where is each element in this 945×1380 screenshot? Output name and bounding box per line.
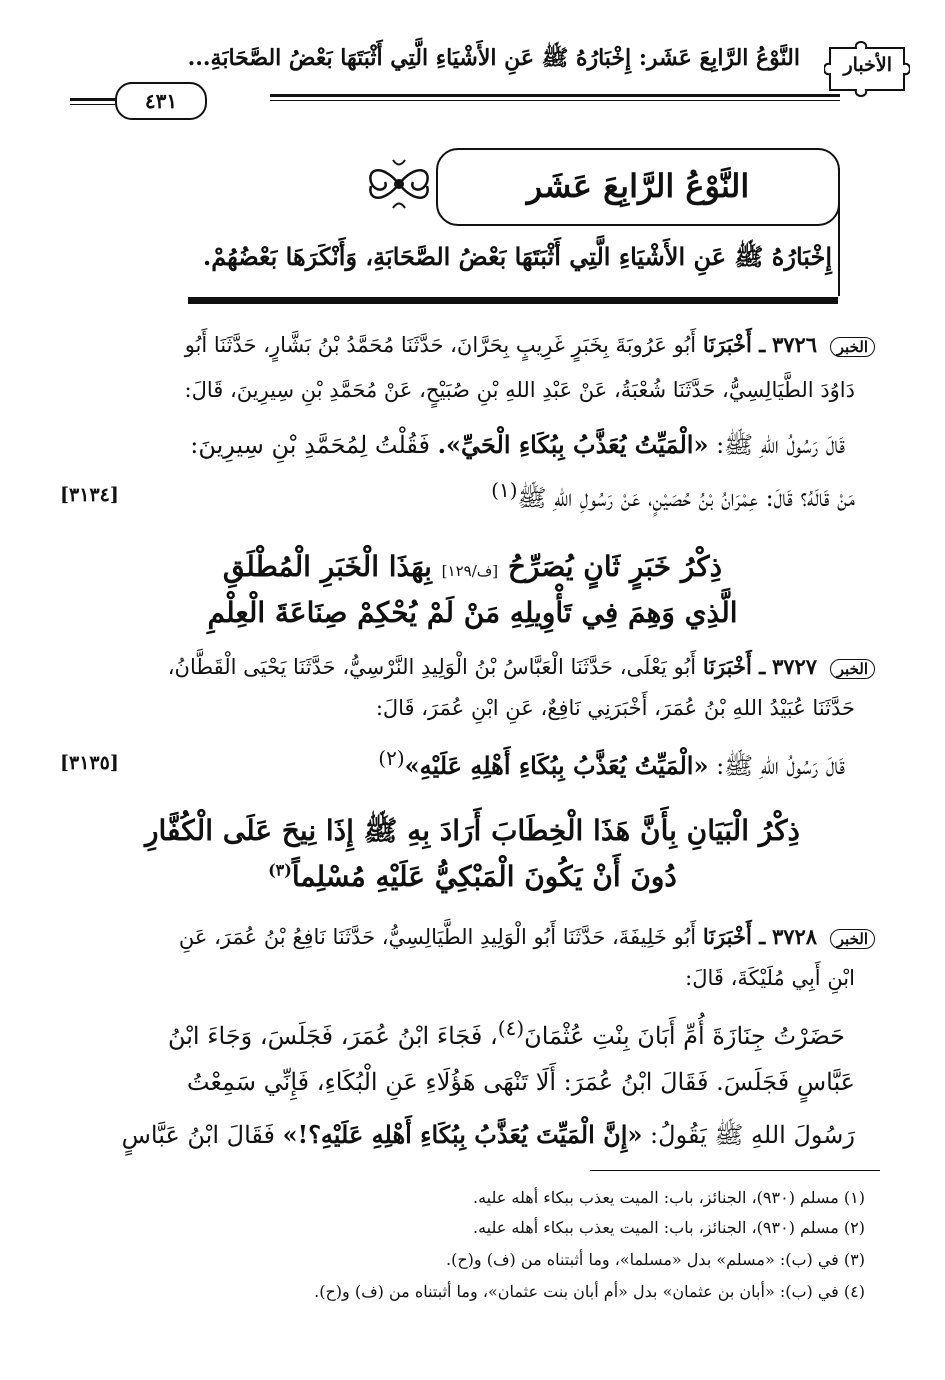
isnad-text: أَبُو عَرُوبَةَ بِخَبَرٍ غَرِيبٍ بِحَرَّانَ، حَدَّثَنَا مُحَمَّدُ بْنُ بَشَّارٍ، حَدَّثَنَا أَبُو (184, 333, 697, 357)
footnote-1: (١) مسلم (٩٣٠)، الجنائز، باب: الميت يعذب ببكاء أهله عليه. (472, 1188, 865, 1207)
section-heading-text: بِهَذَا الْخَبَرِ الْمُطْلَقِ (222, 550, 432, 583)
header-rule-thin (270, 100, 840, 101)
footnote-marker: (٣) (268, 860, 292, 880)
section-heading-text: ذِكْرُ خَبَرٍ ثَانٍ يُصَرِّحُ (507, 550, 723, 583)
footnote-marker: (١) (491, 478, 518, 502)
hadith-3728-line-1 (179, 924, 875, 949)
hadith-number: ٣٧٢٧ (771, 654, 818, 679)
matn-text: ، فَجَاءَ ابْنُ عُمَرَ، فَجَلَسَ، وَجَاءَ ابْنُ (167, 1022, 498, 1050)
section-badge (824, 40, 910, 98)
page-number-rule (70, 98, 115, 101)
matn-quote: «الْمَيِّتُ يُعَذَّبُ بِبُكَاءِ الْحَيِّ». (437, 430, 709, 459)
matn-intro: رَسُولَ اللهِ ﷺ يَقُولُ: (650, 1121, 855, 1149)
akhbarana: ـ أَخْبَرَنَا (702, 332, 766, 357)
chapter-title: النَّوْعُ الرَّابِعَ عَشَر (526, 167, 750, 205)
footnote-marker: (٢) (378, 746, 405, 770)
hadith-3727-line-2: حَدَّثَنَا عُبَيْدُ اللهِ بْنُ عُمَرَ، أَخْبَرَنِي نَافِعٌ، عَنِ ابْنِ عُمَرَ، قَالَ: (375, 696, 855, 720)
matn-text: مَنْ قَالَهُ؟ قَالَ: عِمْرَانُ بْنُ حُصَيْنٍ، عَنْ رَسُولِ اللهِ ﷺ (517, 484, 855, 512)
section-heading-1-line-2: الَّذِي وَهِمَ فِي تَأْوِيلِهِ مَنْ لَمْ يُحْكِمْ صِنَاعَةَ الْعِلْمِ (207, 596, 738, 629)
isnad-text: أَبُو يَعْلَى، حَدَّثَنَا الْعَبَّاسُ بْنُ الْوَلِيدِ النَّرْسِيُّ، حَدَّثَنَا يَحْيَى الْقَطَّانُ، (167, 655, 697, 679)
hadith-number: ٣٧٢٨ (771, 924, 818, 949)
hadith-3726-line-3 (60, 430, 845, 465)
hadith-3726-line-2: دَاوُدَ الطَّيَالِسِيُّ، حَدَّثَنَا شُعْبَةُ، عَنْ عَبْدِ اللهِ بْنِ صُبَيْحٍ، عَنْ مُحَمَّدِ بْنِ سِيرِينَ، قَالَ: (184, 378, 855, 402)
khabar-marker: الخبر (830, 337, 875, 357)
hadith-3726-line-4 (240, 478, 855, 518)
page-number: ٤٣١ (115, 82, 207, 120)
hadith-3728-line-5 (60, 1120, 855, 1155)
footnote-4: (٤) في (ب): «أبان بن عثمان» بدل «أم أبان بنت عثمان»، وما أثبتناه من (ف) و(ح). (314, 1282, 865, 1301)
khabar-marker: الخبر (830, 929, 875, 949)
hadith-3728-line-4: عَبَّاسٍ فَجَلَسَ. فَقَالَ ابْنُ عُمَرَ: أَلَا تَنْهَى هَؤُلَاءِ عَنِ الْبُكَاءِ، فَإِنِّي سَمِعْتُ (186, 1068, 855, 1096)
hadith-3727-line-3 (240, 746, 845, 786)
akhbarana: ـ أَخْبَرَنَا (702, 654, 766, 679)
hadith-3728-line-3 (60, 1016, 845, 1050)
section-heading-2-line-2 (80, 860, 865, 893)
page-marker: [ف/١٢٩] (441, 562, 499, 580)
badge-label: الأخبار (843, 54, 892, 76)
chapter-rule (188, 297, 838, 304)
matn-intro: قَالَ رَسُولُ اللهِ ﷺ: (716, 752, 845, 780)
chapter-title-box (436, 148, 840, 226)
reference-number: [٣١٣٤] (60, 484, 119, 506)
section-heading-text: دُونَ أَنْ يَكُونَ الْمَبْكِيُّ عَلَيْهِ مُسْلِماً (291, 860, 677, 893)
matn-intro: قَالَ رَسُولُ اللهِ ﷺ: (716, 431, 845, 459)
hadith-3728-line-2: ابْنِ أَبِي مُلَيْكَةَ، قَالَ: (685, 966, 855, 990)
section-heading-2-line-1: ذِكْرُ الْبَيَانِ بِأَنَّ هَذَا الْخِطَابَ أَرَادَ بِهِ ﷺ إِذَا نِيحَ عَلَى الْكُفَّارِ (145, 814, 800, 847)
isnad-text: أَبُو خَلِيفَةَ، حَدَّثَنَا أَبُو الْوَلِيدِ الطَّيَالِسِيُّ، حَدَّثَنَا نَافِعُ بْنُ عُمَرَ، عَنِ (178, 925, 697, 949)
floral-ornament-icon (363, 154, 435, 214)
akhbarana: ـ أَخْبَرَنَا (702, 924, 766, 949)
khabar-marker: الخبر (830, 659, 875, 679)
running-header (70, 40, 910, 113)
matn-quote: «الْمَيِّتُ يُعَذَّبُ بِبُكَاءِ أَهْلِهِ عَلَيْهِ» (404, 751, 709, 780)
reference-number: [٣١٣٥] (60, 752, 119, 774)
section-heading-1-line-1 (80, 550, 865, 583)
chapter-subtitle: إِخْبَارُهُ ﷺ عَنِ الأَشْيَاءِ الَّتِي أَثْبَتَهَا بَعْضُ الصَّحَابَةِ، وَأَنْكَرَهَا بَعْضُهُمْ. (202, 242, 832, 271)
footnote-rule (590, 1170, 880, 1171)
header-rule (270, 94, 840, 97)
chapter-heading (180, 148, 840, 298)
matn-continuation: فَقَالَ ابْنُ عَبَّاسٍ (121, 1121, 276, 1149)
page-number-rule-thin (70, 104, 115, 105)
running-title: النَّوْعُ الرَّابِعَ عَشَر: إِخْبَارُهُ ﷺ عَنِ الأَشْيَاءِ الَّتِي أَثْبَتَهَا بَعْضُ الصَّحَابَةِ... (187, 45, 800, 71)
footnote-2: (٢) مسلم (٩٣٠)، الجنائز، باب: الميت يعذب ببكاء أهله عليه. (472, 1218, 865, 1237)
matn-continuation: فَقُلْتُ لِمُحَمَّدِ بْنِ سِيرِينَ: (190, 431, 431, 459)
hadith-number: ٣٧٢٦ (771, 332, 818, 357)
hadith-3726-line-1 (185, 332, 875, 357)
matn-quote: «إِنَّ الْمَيِّتَ يُعَذَّبُ بِبُكَاءِ أَهْلِهِ عَلَيْهِ؟!» (282, 1120, 643, 1149)
footnote-3: (٣) في (ب): «مسلم» بدل «مسلما»، وما أثبتناه من (ف) و(ح). (446, 1250, 865, 1269)
matn-text: حَضَرْتُ جِنَازَةَ أُمِّ أَبَانَ بِنْتِ عُثْمَانَ (524, 1022, 845, 1050)
hadith-3727-line-1 (168, 654, 875, 679)
footnote-marker: (٤) (497, 1016, 525, 1040)
